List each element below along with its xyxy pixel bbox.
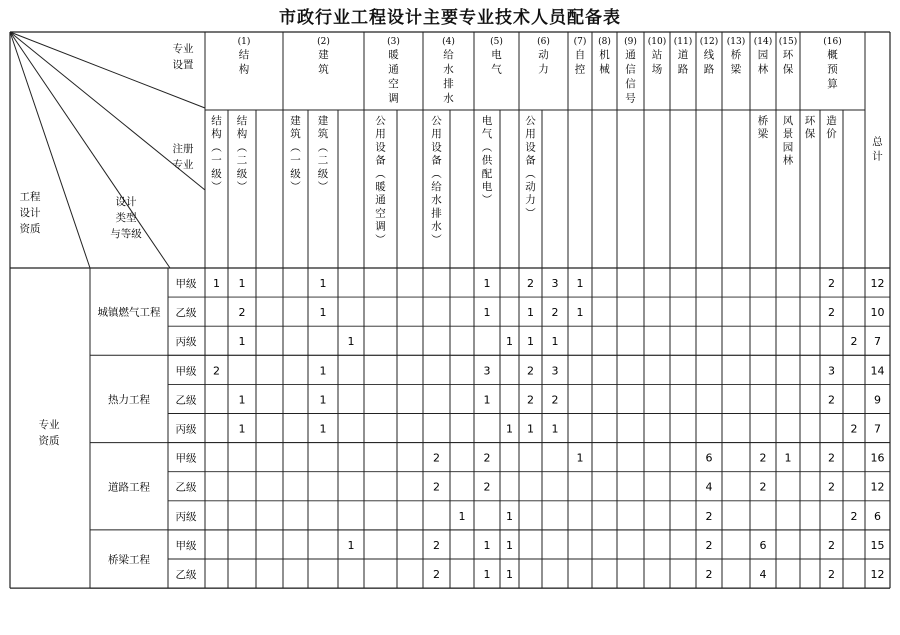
sub-column-label: 给 [431,181,442,193]
group-number: (11) [673,37,693,47]
sub-column-label: 保 [804,128,816,141]
group-label: 气 [491,63,502,76]
sub-column-label: 建 [290,115,301,127]
group-label: 动 [538,49,549,61]
sub-column-label: 造 [826,115,837,127]
row-total: 7 [874,422,881,436]
table-cell-value: 2 [527,277,534,290]
grade-label: 丙级 [175,336,197,349]
sub-column-label: 构 [211,128,222,141]
group-label: 园 [757,49,769,61]
table-cell-value: 6 [705,451,713,465]
group-number: (3) [387,37,400,47]
table-cell-value: 2 [828,393,835,407]
group-label: 电 [491,49,502,61]
group-label: 场 [651,63,663,76]
table-cell-value: 1 [506,335,513,349]
row-total: 9 [874,393,881,407]
row-total: 12 [870,480,885,494]
sub-column-label: 级 [211,167,222,180]
sub-column-label: 公 [431,115,442,127]
table-cell-value: 2 [759,451,767,465]
sub-column-label: 水 [431,194,442,207]
table-cell-value: 2 [213,364,220,378]
table-cell-value: 2 [433,451,440,465]
type-label: 桥梁工程 [108,554,150,566]
sub-column-label: 级 [236,167,248,180]
table-cell-value: 1 [506,568,513,581]
table-cell-value: 1 [527,422,534,436]
sub-column-label: ︵ [290,141,301,154]
table-cell-value: 1 [319,422,327,436]
grade-label: 乙级 [175,307,197,320]
group-label: 林 [757,63,769,76]
sub-column-label: 林 [782,154,794,167]
group-label: 力 [538,63,549,76]
table-cell-value: 1 [527,306,534,320]
sub-column-label: 空 [375,207,386,220]
group-label: 预 [827,63,838,76]
group-number: (5) [490,37,503,47]
sub-column-label: 通 [375,194,386,207]
sub-column-label: 配 [481,167,493,180]
group-number: (2) [317,37,330,47]
sub-column-label: ︵ [375,167,386,180]
group-label: 筑 [318,63,329,76]
table-cell-value: 2 [238,306,246,320]
sub-column-label: 园 [782,141,794,154]
sub-column-label: 筑 [317,128,329,141]
table-cell-value: 1 [238,277,246,290]
row-total: 15 [870,538,885,552]
group-label: 构 [238,63,250,76]
table-cell-value: 4 [705,480,713,494]
sub-column-label: 风 [782,115,794,127]
sub-column-label: 价 [826,128,837,141]
row-total: 7 [874,335,881,349]
table-cell-value: 2 [551,393,559,407]
group-number: (7) [573,37,587,47]
grade-label: 甲级 [175,365,197,378]
sub-column-label: 一 [290,154,301,167]
group-label: 暖 [388,49,399,61]
corner-label-shezhi: 设置 [172,59,194,71]
table-cell-value: 1 [483,393,491,407]
table-cell-value: 2 [483,480,491,494]
table-cell-value: 1 [506,538,513,552]
group-number: (15) [778,37,798,47]
table-cell-value: 1 [238,393,246,407]
group-label: 号 [625,92,636,105]
grade-label: 丙级 [175,510,197,523]
sub-column-label: 排 [431,207,442,220]
table-cell-value: 1 [551,422,559,436]
group-label: 路 [703,63,715,76]
grade-label: 甲级 [175,452,197,465]
table-cell-value: 1 [319,364,327,378]
sub-column-label: 力 [525,194,536,207]
category-label: 专业 [38,419,60,432]
sub-column-label: 用 [431,128,442,141]
sub-column-label: 结 [211,115,222,127]
table-cell-value: 1 [347,538,355,552]
sub-column-label: 设 [431,141,442,154]
group-number: (1) [237,37,251,47]
table-cell-value: 1 [458,509,466,523]
group-label: 环 [782,49,794,61]
table-cell-value: 1 [576,277,584,290]
grade-label: 乙级 [175,481,197,494]
grade-label: 甲级 [175,278,197,290]
corner-label-zhuce: 注册 [172,143,194,155]
category-label: 资质 [38,435,60,448]
group-number: (12) [699,37,719,47]
sub-column-label: ︶ [236,181,248,193]
group-label: 给 [443,49,454,61]
table-cell-value: 2 [828,568,835,581]
corner-label-leixing: 类型 [115,212,137,224]
corner-label-gongcheng: 工程 [19,191,41,203]
sub-column-label: 水 [431,220,442,233]
group-number: (13) [726,37,746,47]
table-cell-value: 2 [850,335,858,349]
table-cell-value: 1 [551,335,559,349]
row-total: 16 [870,451,885,465]
sub-column-label: 景 [782,128,794,141]
group-label: 概 [827,49,838,61]
total-header: 计 [872,150,883,163]
group-label: 线 [703,49,715,61]
row-total: 10 [870,306,885,320]
group-label: 信 [625,78,636,90]
sub-column-label: 动 [525,181,536,193]
row-total: 6 [874,509,881,523]
group-number: (14) [753,37,773,47]
table-cell-value: 1 [238,335,246,349]
grade-label: 乙级 [175,394,197,407]
type-label: 道路工程 [108,481,150,494]
table-cell-value: 2 [527,393,534,407]
sub-column-label: 梁 [757,128,769,141]
sub-column-label: 设 [375,141,386,154]
table-cell-value: 2 [483,451,491,465]
sub-column-label: 环 [804,115,816,127]
row-total: 12 [870,277,885,290]
group-label: 通 [388,63,399,76]
sub-column-label: 调 [375,220,386,233]
corner-label-sheji2: 设计 [115,196,137,208]
sub-column-label: 供 [481,154,493,167]
table-cell-value: 2 [705,568,713,581]
sub-column-label: ︶ [290,181,301,193]
table-cell-value: 2 [828,480,835,494]
sub-column-label: 用 [375,128,386,141]
sub-column-label: ︶ [525,207,536,220]
sub-column-label: 公 [525,115,536,127]
group-label: 算 [827,78,838,90]
table-cell-value: 2 [850,422,858,436]
table-cell-value: 2 [551,306,559,320]
grade-label: 丙级 [175,423,197,436]
row-total: 12 [870,568,885,581]
table-cell-value: 1 [576,306,584,320]
sub-column-label: 电 [481,181,493,193]
group-label: 桥 [730,49,742,61]
corner-label-sheji: 设计 [19,207,41,219]
table-cell-value: 2 [705,538,713,552]
corner-label-zizhi: 资质 [19,223,41,235]
group-label: 梁 [730,63,742,76]
table-cell-value: 4 [759,568,767,581]
sub-column-label: 一 [211,154,222,167]
group-label: 信 [625,63,636,76]
sub-column-label: ︵ [211,141,222,154]
corner-label-zhuanye: 专业 [172,43,194,55]
table-cell-value: 2 [527,364,534,378]
type-label: 热力工程 [108,393,150,406]
sub-column-label: ︵ [525,167,536,180]
group-number: (6) [537,37,550,47]
table-cell-value: 2 [828,538,835,552]
sub-column-label: 公 [375,115,386,127]
table-cell-value: 6 [759,538,767,552]
group-label: 水 [443,92,454,105]
sub-column-label: ︶ [317,181,329,193]
sub-column-label: 设 [525,141,536,154]
table-cell-value: 2 [850,509,858,523]
sub-column-label: ︶ [431,233,442,246]
sub-column-label: 构 [236,128,248,141]
group-label: 道 [677,49,689,61]
sub-column-label: 级 [317,167,329,180]
sub-column-label: ︵ [317,141,329,154]
sub-column-label: ︵ [431,167,442,180]
group-label: 站 [651,49,663,61]
table-cell-value: 1 [319,393,327,407]
sub-column-label: 级 [290,167,301,180]
table-cell-value: 2 [828,451,835,465]
table-cell-value: 3 [483,364,491,378]
table-cell-value: 1 [213,277,220,290]
table-cell-value: 2 [828,277,835,290]
group-label: 建 [318,49,329,61]
table-cell-value: 1 [347,335,355,349]
table-cell-value: 2 [433,480,440,494]
sub-column-label: 二 [236,154,248,167]
sub-column-label: 备 [431,154,442,167]
sub-column-label: 筑 [290,128,301,141]
table-cell-value: 1 [483,538,491,552]
sub-column-label: ︶ [481,194,493,207]
table-cell-value: 3 [551,277,559,290]
table-cell-value: 2 [433,538,440,552]
grade-label: 甲级 [175,539,197,552]
group-label: 通 [625,49,636,61]
group-number: (16) [823,37,842,47]
sub-column-label: 备 [375,154,386,167]
corner-label-dengji: 与等级 [110,228,142,240]
group-label: 路 [677,63,689,76]
sub-column-label: 桥 [757,115,769,127]
table-cell-value: 1 [576,451,584,465]
group-label: 保 [782,63,794,76]
table-cell-value: 1 [506,509,513,523]
row-total: 14 [870,364,885,378]
table-cell-value: 1 [483,306,491,320]
table-cell-value: 1 [483,568,491,581]
table-cell-value: 1 [319,306,327,320]
group-number: (10) [647,37,667,47]
sub-column-label: ︶ [375,233,386,246]
sub-column-label: 备 [525,154,536,167]
group-number: (4) [442,37,455,47]
page-title: 市政行业工程设计主要专业技术人员配备表 [279,8,621,28]
table-cell-value: 2 [828,306,835,320]
group-label: 控 [574,63,586,76]
sub-column-label: 气 [481,128,493,141]
sub-column-label: 结 [236,115,248,127]
sub-column-label: ︶ [211,181,222,193]
group-label: 结 [238,49,250,61]
group-label: 调 [388,92,399,105]
table-cell-value: 2 [759,480,767,494]
table-cell-value: 1 [506,422,513,436]
group-label: 排 [443,78,454,90]
table-cell-value: 3 [551,364,559,378]
sub-column-label: ︵ [481,141,493,154]
sub-column-label: ︵ [236,141,248,154]
sub-column-label: 用 [525,128,536,141]
corner-label-zhuanye2: 专业 [172,159,194,171]
group-label: 机 [599,49,610,61]
table-cell-value: 3 [828,364,835,378]
grade-label: 乙级 [175,569,197,581]
group-label: 空 [388,78,399,90]
sub-column-label: 暖 [375,181,386,193]
table-cell-value: 2 [433,568,440,581]
table-cell-value: 1 [319,277,327,290]
table-cell-value: 1 [483,277,491,290]
type-label: 城镇燃气工程 [97,306,161,319]
sub-column-label: 二 [317,154,329,167]
sub-column-label: 电 [481,115,493,127]
table-cell-value: 2 [705,509,713,523]
group-number: (8) [598,37,611,47]
group-label: 自 [574,49,586,61]
total-header: 总 [872,136,883,148]
table-cell-value: 1 [527,335,534,349]
sub-column-label: 建 [317,115,329,127]
table-cell-value: 1 [238,422,246,436]
group-number: (9) [624,37,637,47]
group-label: 水 [443,63,454,76]
group-label: 械 [599,63,610,76]
table-cell-value: 1 [784,451,792,465]
